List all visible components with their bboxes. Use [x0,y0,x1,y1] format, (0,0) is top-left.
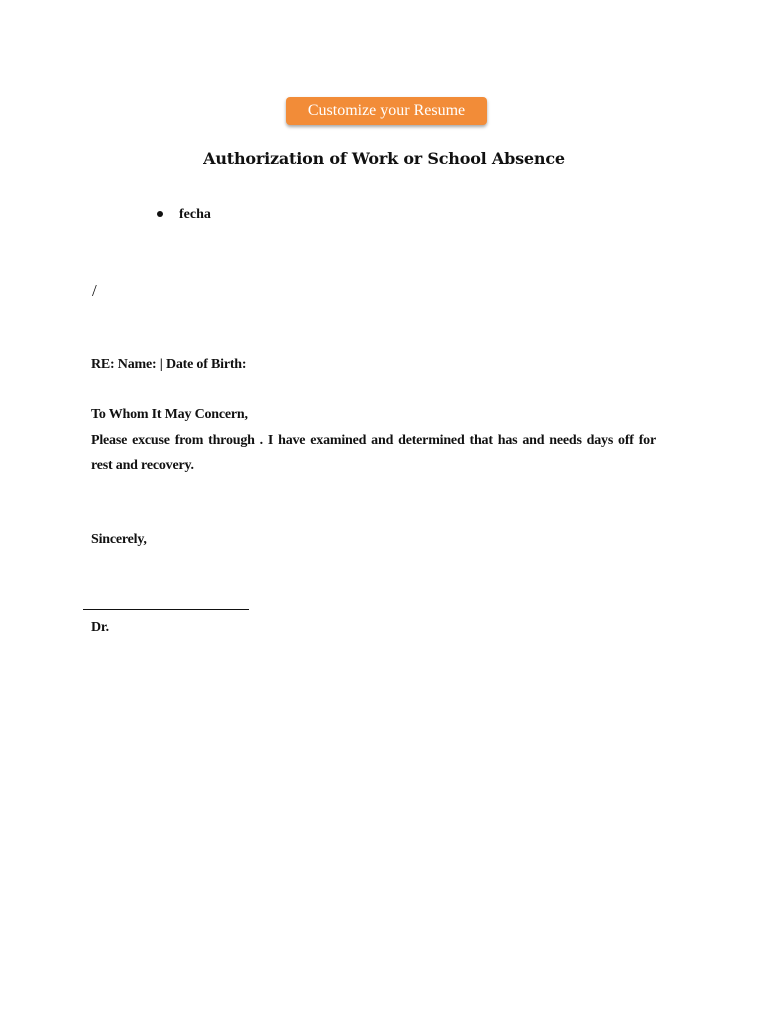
bullet-item-text: fecha [179,207,211,222]
document-title: Authorization of Work or School Absence [203,149,565,168]
bullet-icon [157,211,163,217]
closing: Sincerely, [91,532,147,547]
customize-resume-button[interactable]: Customize your Resume [286,97,487,125]
body-paragraph-line-1: Please excuse from through . I have examined and determined that has and needs days off for [91,433,656,448]
re-line: RE: Name: | Date of Birth: [91,357,247,372]
bullet-list-item [157,207,211,223]
date-separator: / [92,281,97,300]
signature-line [83,609,249,610]
signer-name: Dr. [91,620,109,635]
salutation: To Whom It May Concern, [91,407,248,422]
body-paragraph-line-2: rest and recovery. [91,458,194,473]
